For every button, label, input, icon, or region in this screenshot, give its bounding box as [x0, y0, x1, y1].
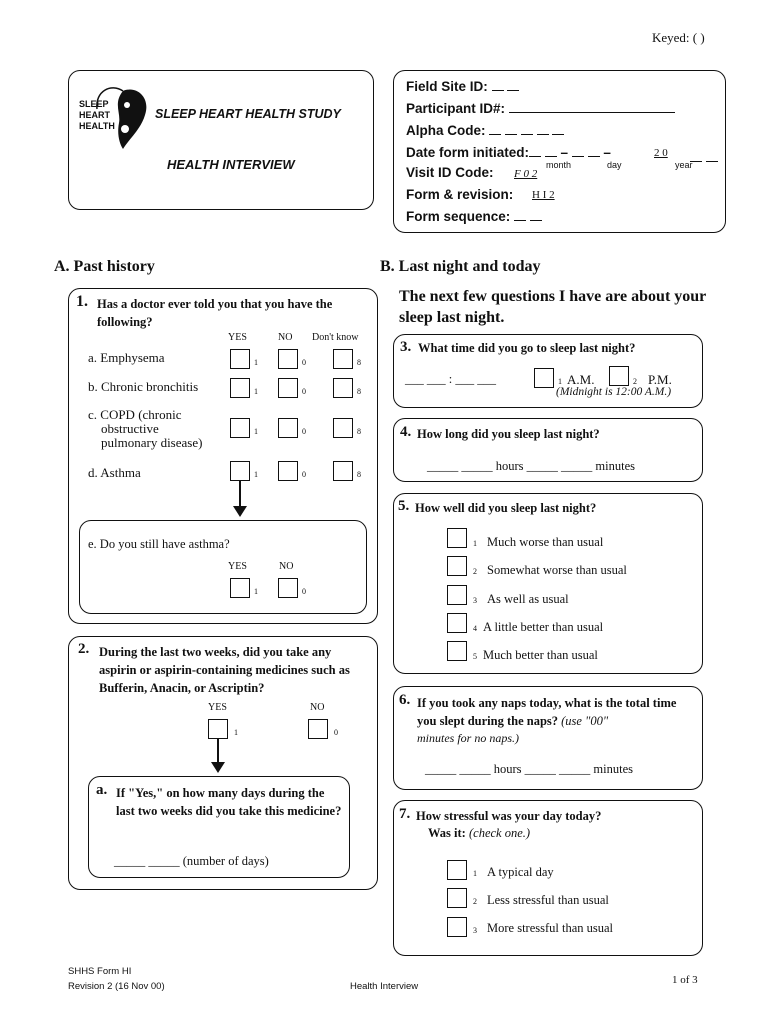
code-2: 2: [473, 567, 477, 576]
code-0: 0: [302, 587, 306, 596]
q5-option-4-checkbox[interactable]: [447, 613, 467, 633]
footer-center: Health Interview: [350, 981, 419, 992]
q1c-no-checkbox[interactable]: [278, 418, 298, 438]
q1e-no-header: NO: [279, 561, 294, 572]
form-revision-label: Form & revision:: [406, 187, 514, 202]
code-8: 8: [357, 470, 361, 479]
q1-item-bronchitis: b. Chronic bronchitis: [88, 379, 199, 394]
q3-note: (Midnight is 12:00 A.M.): [556, 386, 672, 398]
q1d-no-checkbox[interactable]: [278, 461, 298, 481]
q1c-dk-checkbox[interactable]: [333, 418, 353, 438]
q7-option-2-label: Less stressful than usual: [487, 893, 609, 907]
q2a-number: a.: [96, 782, 108, 798]
q5-option-5-label: Much better than usual: [483, 648, 598, 662]
q1-item-copd-3: pulmonary disease): [101, 435, 203, 450]
q1-skip-arrow-icon: [233, 506, 247, 517]
keyed-label: Keyed: ( ): [652, 30, 705, 45]
footer-form: SHHS Form HI: [68, 966, 132, 977]
q7-option-3-checkbox[interactable]: [447, 917, 467, 937]
q3-pm-label: P.M.: [648, 372, 672, 387]
study-title: SLEEP HEART HEALTH STUDY: [155, 107, 341, 121]
code-1: 1: [254, 427, 258, 436]
code-0: 0: [302, 358, 306, 367]
q7-option-1-label: A typical day: [487, 865, 554, 879]
year-label: year: [675, 160, 693, 170]
q1a-dk-checkbox[interactable]: [333, 349, 353, 369]
code-3: 3: [473, 926, 477, 935]
code-2: 2: [633, 377, 637, 386]
code-4: 4: [473, 624, 477, 633]
q2a-answer[interactable]: _____ _____ (number of days): [114, 854, 269, 868]
date-initiated-label: Date form initiated: – –: [406, 145, 611, 160]
q5-option-1-checkbox[interactable]: [447, 528, 467, 548]
q3-text: What time did you go to sleep last night?: [418, 341, 636, 355]
q1-dk-header: Don't know: [312, 332, 359, 343]
q1e-box: [79, 520, 367, 614]
q1b-yes-checkbox[interactable]: [230, 378, 250, 398]
alpha-code-label: Alpha Code:: [406, 123, 564, 138]
day-label: day: [607, 160, 622, 170]
q7-option-1-checkbox[interactable]: [447, 860, 467, 880]
q1-item-asthma: d. Asthma: [88, 465, 141, 480]
q4-text: How long did you sleep last night?: [417, 427, 600, 441]
q4-answer[interactable]: _____ _____ hours _____ _____ minutes: [427, 459, 635, 473]
q1-item-copd-2: obstructive: [101, 421, 159, 436]
title-box: [68, 70, 374, 210]
q1d-dk-checkbox[interactable]: [333, 461, 353, 481]
code-8: 8: [357, 358, 361, 367]
q7-text: How stressful was your day today?: [416, 809, 602, 823]
code-1: 1: [558, 377, 562, 386]
q6-text: If you took any naps today, what is the total time you slept during the naps? (use "00": [417, 696, 677, 728]
q5-option-5-checkbox[interactable]: [447, 641, 467, 661]
q3-pm-checkbox[interactable]: [609, 366, 629, 386]
q3-time-input[interactable]: ___ ___ : ___ ___: [405, 372, 496, 386]
section-b-heading: B. Last night and today: [380, 258, 541, 275]
q5-box: [393, 493, 703, 674]
section-b-intro: The next few questions I have are about your sleep last night.: [399, 288, 706, 326]
logo-line-1: SLEEP: [79, 99, 109, 109]
q5-option-2-label: Somewhat worse than usual: [487, 563, 627, 577]
q1a-no-checkbox[interactable]: [278, 349, 298, 369]
q2-no-header: NO: [310, 702, 325, 713]
q1a-yes-checkbox[interactable]: [230, 349, 250, 369]
section-a-heading: A. Past history: [54, 258, 155, 275]
q3-am-checkbox[interactable]: [534, 368, 554, 388]
q1e-yes-checkbox[interactable]: [230, 578, 250, 598]
code-0: 0: [302, 427, 306, 436]
q7-number: 7.: [399, 806, 411, 822]
q1-number: 1.: [76, 293, 88, 310]
q1-text: Has a doctor ever told you that you have the following?: [97, 297, 333, 329]
q2-yes-header: YES: [208, 702, 227, 713]
code-1: 1: [234, 728, 238, 737]
code-3: 3: [473, 596, 477, 605]
date-year-prefix: 2 0: [654, 147, 668, 159]
q5-option-1-label: Much worse than usual: [487, 535, 604, 549]
q2a-text: If "Yes," on how many days during the last two weeks did you take this medicine?: [116, 786, 342, 818]
code-1: 1: [254, 358, 258, 367]
q5-text: How well did you sleep last night?: [415, 501, 597, 515]
q1e-yes-header: YES: [228, 561, 247, 572]
visit-id-label: Visit ID Code:: [406, 165, 494, 180]
code-0: 0: [302, 470, 306, 479]
q5-number: 5.: [398, 498, 410, 514]
code-2: 2: [473, 897, 477, 906]
q2-text: During the last two weeks, did you take any aspirin or aspirin-containing medicines such as Bufferin, Anacin, or Ascriptin?: [99, 645, 350, 695]
logo-line-2: HEART: [79, 110, 110, 120]
q3-am-label: A.M.: [567, 372, 595, 387]
page-number: 1 of 3: [672, 974, 698, 986]
q6-number: 6.: [399, 692, 411, 708]
q1-item-copd-1: c. COPD (chronic: [88, 407, 182, 422]
q1b-dk-checkbox[interactable]: [333, 378, 353, 398]
q1-yes-header: YES: [228, 332, 247, 343]
q5-option-3-checkbox[interactable]: [447, 585, 467, 605]
code-1: 1: [254, 387, 258, 396]
id-box: [393, 70, 726, 233]
code-0: 0: [334, 728, 338, 737]
footer-revision: Revision 2 (16 Nov 00): [68, 981, 165, 992]
q6-hint-2: minutes for no naps.): [417, 731, 519, 745]
form-sequence-label: Form sequence:: [406, 209, 542, 224]
q4-number: 4.: [400, 424, 412, 440]
code-1: 1: [473, 869, 477, 878]
visit-id-value: F 0 2: [514, 168, 538, 180]
code-8: 8: [357, 387, 361, 396]
form-title: HEALTH INTERVIEW: [167, 157, 295, 172]
q5-option-3-label: As well as usual: [487, 592, 569, 606]
q1-skip-arrow-line: [239, 481, 241, 507]
q1e-no-checkbox[interactable]: [278, 578, 298, 598]
q1e-text: e. Do you still have asthma?: [88, 537, 230, 551]
q3-number: 3.: [400, 339, 412, 355]
q5-option-4-label: A little better than usual: [483, 620, 604, 634]
q1c-yes-checkbox[interactable]: [230, 418, 250, 438]
code-1: 1: [254, 587, 258, 596]
q7-option-3-label: More stressful than usual: [487, 921, 614, 935]
code-5: 5: [473, 652, 477, 661]
field-site-label: Field Site ID:: [406, 79, 519, 94]
q6-answer[interactable]: _____ _____ hours _____ _____ minutes: [425, 762, 633, 776]
q2-no-checkbox[interactable]: [308, 719, 328, 739]
code-8: 8: [357, 427, 361, 436]
participant-label: Participant ID#:: [406, 101, 675, 116]
q2-skip-arrow-line: [217, 739, 219, 763]
form-revision-value: H I 2: [532, 189, 555, 201]
q5-option-2-checkbox[interactable]: [447, 556, 467, 576]
q1b-no-checkbox[interactable]: [278, 378, 298, 398]
q7-option-2-checkbox[interactable]: [447, 888, 467, 908]
code-1: 1: [473, 539, 477, 548]
q1d-yes-checkbox[interactable]: [230, 461, 250, 481]
q2-number: 2.: [78, 641, 90, 657]
month-label: month: [546, 160, 572, 170]
code-1: 1: [254, 470, 258, 479]
q2-skip-arrow-icon: [211, 762, 225, 773]
q1-item-emphysema: a. Emphysema: [88, 350, 165, 365]
q1-no-header: NO: [278, 332, 293, 343]
q7-wasit: Was it: (check one.): [428, 826, 531, 840]
q2-yes-checkbox[interactable]: [208, 719, 228, 739]
logo-line-3: HEALTH: [79, 121, 115, 131]
code-0: 0: [302, 387, 306, 396]
